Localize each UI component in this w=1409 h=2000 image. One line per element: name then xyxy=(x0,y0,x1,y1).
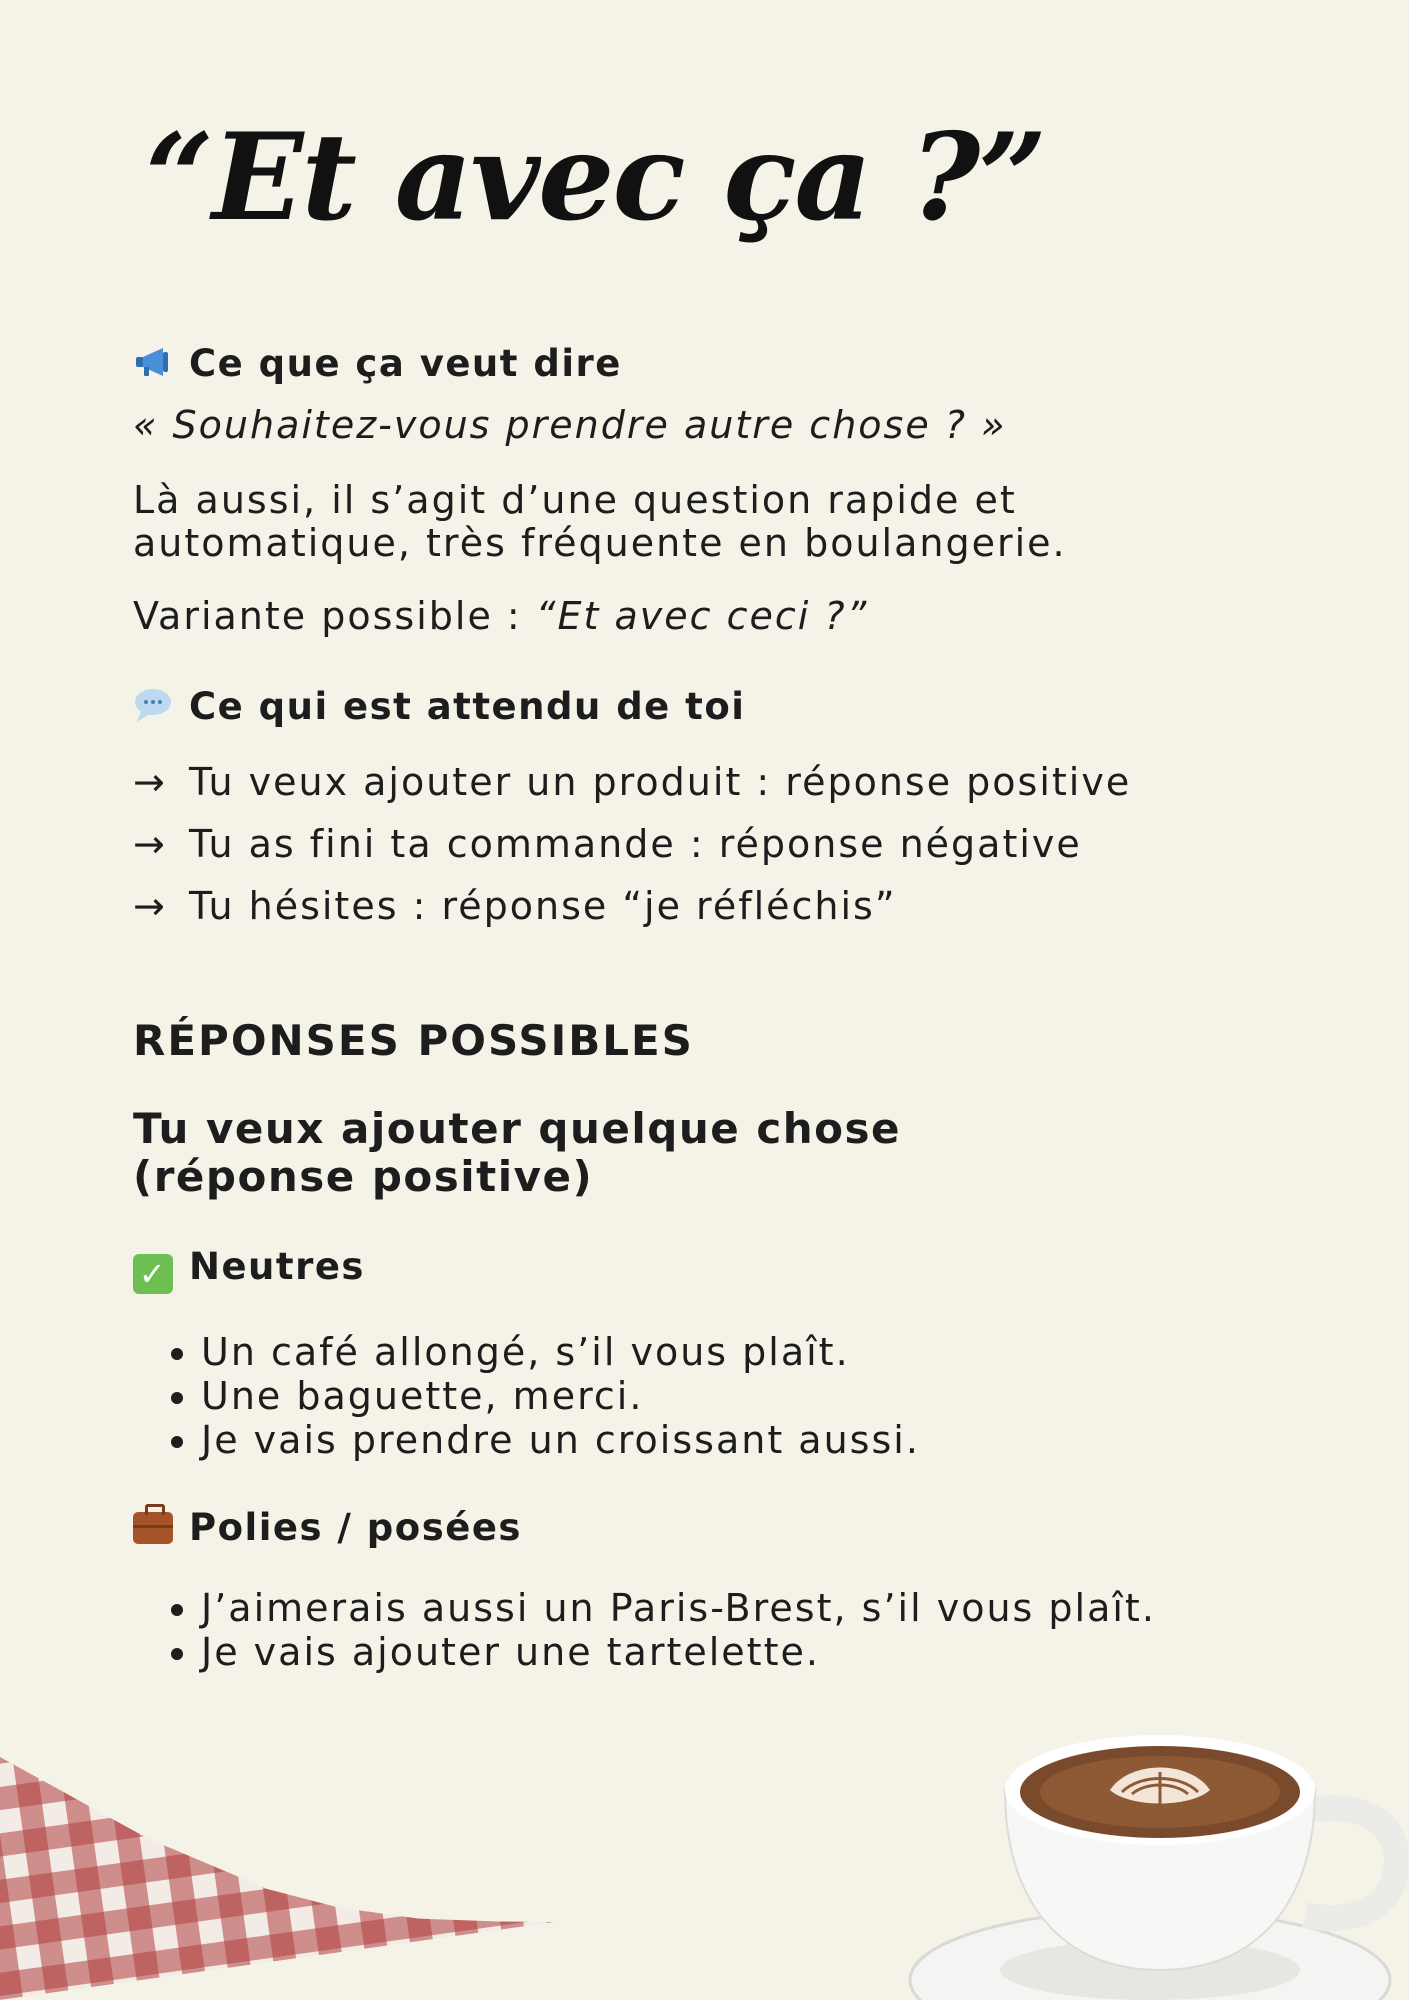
responses-heading: RÉPONSES POSSIBLES xyxy=(133,1016,694,1065)
neutral-heading xyxy=(133,1245,1283,1294)
variant-line xyxy=(133,595,1283,638)
meaning-quote: « Souhaitez-vous prendre autre chose ? » xyxy=(133,403,1007,448)
list-item xyxy=(133,751,1283,813)
arrow-right-icon: → xyxy=(133,884,167,929)
gingham-cloth-decoration xyxy=(0,1645,555,2000)
page-title: “Et avec ça ?” xyxy=(145,107,1046,248)
arrow-right-icon: → xyxy=(133,760,167,805)
polite-title: Polies / posées xyxy=(189,1506,522,1549)
list-item xyxy=(133,813,1283,875)
expected-item-text: Tu hésites : réponse “je réfléchis” xyxy=(189,884,897,929)
list-item: • Un café allongé, s’il vous plaît. xyxy=(201,1330,1283,1374)
neutral-list xyxy=(133,1330,1283,1462)
section-meaning xyxy=(133,342,1283,638)
section-expected-heading xyxy=(133,685,1283,729)
polite-heading xyxy=(133,1506,1283,1550)
check-mark-icon: ✓ xyxy=(133,1254,173,1294)
expected-list xyxy=(133,751,1283,937)
speech-bubble-icon xyxy=(133,685,173,725)
variant-value: “Et avec ceci ?” xyxy=(535,594,869,639)
list-item: • J’aimerais aussi un Paris-Brest, s’il vous plaît. xyxy=(201,1586,1283,1630)
coffee-cup-image xyxy=(900,1700,1409,2000)
briefcase-icon xyxy=(133,1512,173,1544)
list-item: • Je vais prendre un croissant aussi. xyxy=(201,1418,1283,1462)
neutral-title: Neutres xyxy=(189,1245,365,1288)
section-expected-title: Ce qui est attendu de toi xyxy=(189,685,746,728)
section-meaning-heading xyxy=(133,342,1283,386)
list-item: • Je vais ajouter une tartelette. xyxy=(201,1630,1283,1674)
responses-subheading: Tu veux ajouter quelque chose (réponse positive) xyxy=(133,1104,901,1201)
section-responses xyxy=(133,1016,1283,1674)
expected-item-text: Tu as fini ta commande : réponse négative xyxy=(189,822,1082,867)
polite-list xyxy=(133,1586,1283,1674)
meaning-paragraph: Là aussi, il s’agit d’une question rapide et automatique, très fréquente en boulangerie. xyxy=(133,478,1067,566)
section-expected xyxy=(133,685,1283,937)
variant-label: Variante possible : xyxy=(133,594,522,639)
list-item: • Une baguette, merci. xyxy=(201,1374,1283,1418)
section-meaning-title: Ce que ça veut dire xyxy=(189,342,622,385)
megaphone-icon xyxy=(133,342,173,382)
expected-item-text: Tu veux ajouter un produit : réponse positive xyxy=(189,760,1132,805)
list-item xyxy=(133,875,1283,937)
arrow-right-icon: → xyxy=(133,822,167,867)
